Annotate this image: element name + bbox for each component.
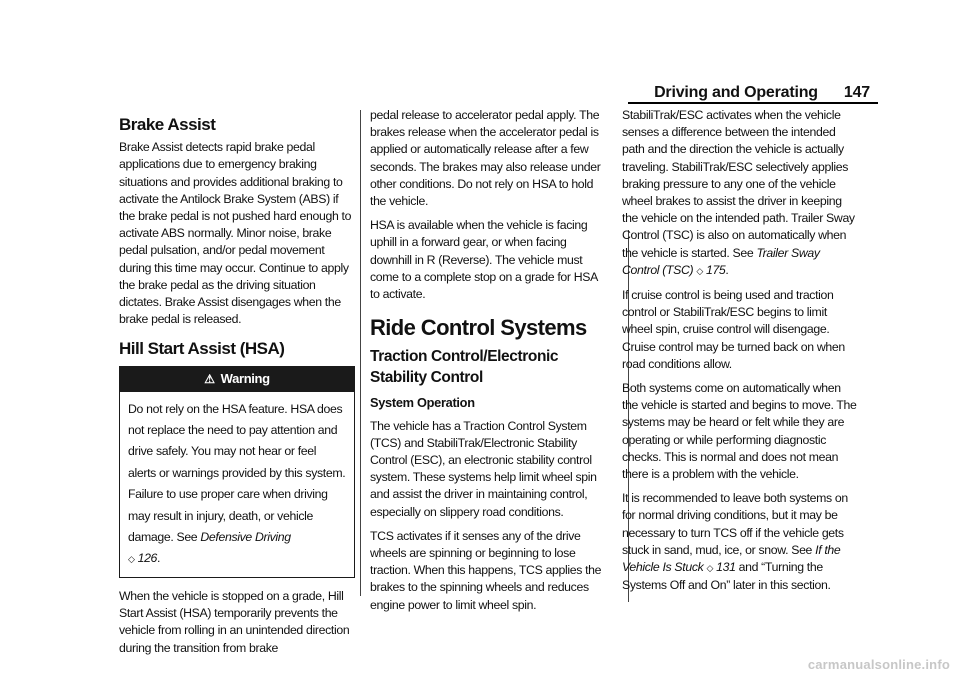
paragraph: If cruise control is being used and traction control or StabiliTrak/ESC begins to limit wheel spin, cruise control will disengage. Cruise control may be turned back on when road conditions allow. <box>622 288 845 371</box>
page-ref-icon: ◇ <box>128 554 135 565</box>
paragraph: TCS activates if it senses any of the drive wheels are spinning or beginning to lose traction. When this happens, TCS applies the brakes to the spinning wheels and reduces engine power to limit wheel spin. <box>370 528 602 612</box>
page-number: 147 <box>843 84 870 101</box>
heading-hill-start-assist: Hill Start Assist (HSA) <box>119 339 285 359</box>
paragraph: HSA is available when the vehicle is facing uphill in a forward gear, or when facing downhill in R (Reverse). The vehicle must come to a complete stop on a grade for HSA to activate. <box>370 218 598 302</box>
paragraph: Both systems come on automatically when the vehicle is started and begins to move. The systems may be heard or felt while they are operating or while performing diagnostic checks. This is normal and does not mean there is a problem with the vehicle. <box>622 381 857 482</box>
warning-text: Do not rely on the HSA feature. HSA does not replace the need to pay attention and drive safely. You may not hear or feel alerts or warnings provided by this system. Failure to use proper care when driving may result in injury, death, or vehicle damage. See <box>128 401 346 545</box>
cross-reference-link[interactable]: Defensive Driving <box>200 530 291 545</box>
page-ref-icon: ◇ <box>706 563 714 574</box>
page-header <box>654 84 870 102</box>
warning-header <box>119 366 355 392</box>
heading-brake-assist: Brake Assist <box>119 115 216 134</box>
cross-reference-link[interactable]: If the Vehicle Is Stuck <box>622 542 841 575</box>
paragraph: The vehicle has a Traction Control System (TCS) and StabiliTrak/Electronic Stability Control (ESC), an electronic stability control system. These systems help limit wheel spin and assist the driver in maintaining control, especially on slippery road conditions. <box>370 418 597 519</box>
warning-title: Warning <box>220 370 270 386</box>
watermark: carmanualsonline.info <box>807 657 950 672</box>
heading-ride-control-systems: Ride Control Systems <box>370 315 587 341</box>
paragraph <box>622 490 858 594</box>
cross-reference-link[interactable]: Trailer Sway Control (TSC) <box>622 245 820 277</box>
paragraph-text: StabiliTrak/ESC activates when the vehicle senses a difference between the intended path and the direction the vehicle is actually traveling. StabiliTrak/ESC selectively applies braking pressure to any one of the vehicle wheel brakes to assist the driver in keeping the vehicle on the intended path. Trailer Sway Control (TSC) is also on automatically when the vehicle is started. See <box>622 108 855 260</box>
warning-box: Do not rely on the HSA feature. HSA does not replace the need to pay attention and drive safely. You may not hear or feel alerts or warnings provided by this system. Failure to use proper care when driving may result in injury, death, or vehicle damage. See Defensive Driving ◇ 126. <box>119 392 355 578</box>
page-ref-icon: ◇ <box>696 265 703 276</box>
paragraph-text: and “Turning the Systems Off and On” later in this section. <box>622 560 831 593</box>
page-reference[interactable]: 175 <box>705 262 726 277</box>
column-1 <box>119 110 355 664</box>
page-reference[interactable]: 126 <box>137 551 158 566</box>
heading-traction-control: Traction Control/Electronic Stability Control <box>370 348 559 387</box>
paragraph: Brake Assist detects rapid brake pedal applications due to emergency braking situations and provides additional braking to activate the Antilock Brake System (ABS) if the brake pedal is not pushed hard enough to activate ABS normally. Minor noise, brake pedal pulsation, and/or pedal movement during this time may occur. Continue to apply the brake pedal as the driving situation dictates. Brake Assist disengages when the brake pedal is released. <box>119 140 352 327</box>
column-divider <box>360 110 361 596</box>
paragraph: StabiliTrak/ESC activates when the vehicle senses a difference between the intended path and the direction the vehicle is actually traveling. StabiliTrak/ESC selectively applies braking pressure to any one of the vehicle wheel brakes to assist the driver in keeping the vehicle on the intended path. Trailer Sway Control (TSC) is also on automatically when the vehicle is started. See Trailer Sway Control (TSC) ◇ 175. <box>622 108 855 277</box>
section-title: Driving and Operating <box>654 84 818 101</box>
header-rule <box>628 102 878 104</box>
paragraph: pedal release to accelerator pedal apply. The brakes release when the accelerator pedal is applied or automatically release after a few seconds. The brakes may also release under other conditions. Do not rely on HSA to hold the vehicle. <box>370 108 601 209</box>
heading-system-operation: System Operation <box>370 395 475 411</box>
paragraph-text: It is recommended to leave both systems on for normal driving conditions, but it may be necessary to turn TCS off if the vehicle gets stuck in sand, mud, ice, or snow. See <box>622 491 848 557</box>
warning-icon: ⚠ <box>204 371 215 386</box>
page-reference[interactable]: 131 <box>716 560 736 575</box>
column-2 <box>370 107 606 621</box>
column-3 <box>622 107 858 601</box>
paragraph: When the vehicle is stopped on a grade, Hill Start Assist (HSA) temporarily prevents the vehicle from rolling in an unintended direction during the transition from brake <box>119 588 350 655</box>
